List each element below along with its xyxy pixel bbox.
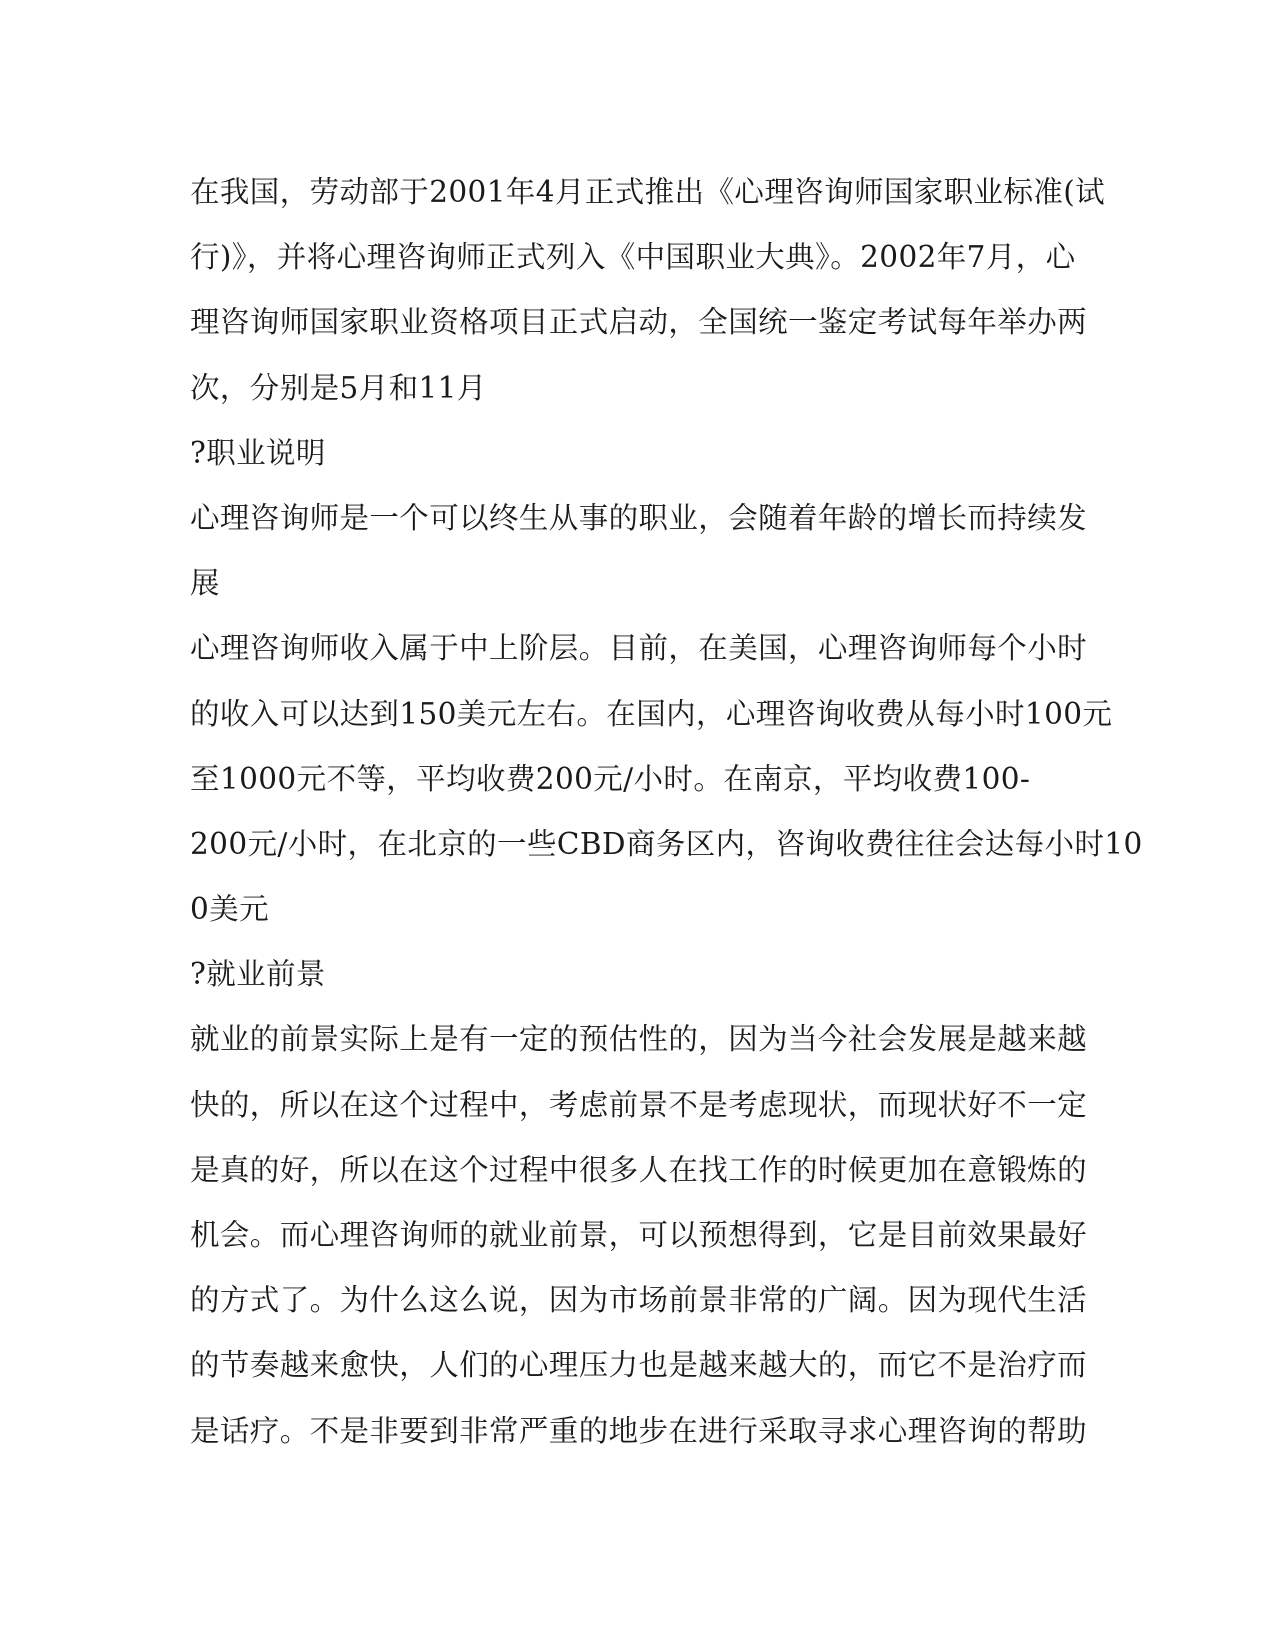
text-line: 的方式了。为什么这么说，因为市场前景非常的广阔。因为现代生活 <box>190 1283 1088 1318</box>
text-line: 机会。而心理咨询师的就业前景，可以预想得到，它是目前效果最好 <box>190 1218 1088 1252</box>
text-line: 是真的好，所以在这个过程中很多人在找工作的时候更加在意锻炼的 <box>190 1152 1088 1187</box>
text-line: 至1000元不等，平均收费200元/小时。在南京，平均收费100- <box>190 761 1031 796</box>
section-heading: ?职业说明 <box>190 435 326 470</box>
text-line: 展 <box>190 566 220 601</box>
section-heading: ?就业前景 <box>190 957 326 992</box>
text-line: 心理咨询师是一个可以终生从事的职业，会随着年龄的增长而持续发 <box>190 500 1088 535</box>
text-line: 的节奏越来愈快，人们的心理压力也是越来越大的，而它不是治疗而 <box>190 1348 1088 1383</box>
text-line: 是话疗。不是非要到非常严重的地步在进行采取寻求心理咨询的帮助 <box>190 1413 1088 1448</box>
text-line: 行)》，并将心理咨询师正式列入《中国职业大典》。2002年7月，心 <box>190 240 1076 275</box>
text-line: 0美元 <box>190 892 269 927</box>
text-line: 就业的前景实际上是有一定的预估性的，因为当今社会发展是越来越 <box>190 1022 1088 1057</box>
document-body <box>190 160 1143 1464</box>
text-line: 次，分别是5月和11月 <box>190 370 487 405</box>
text-line: 的收入可以达到150美元左右。在国内，心理咨询收费从每小时100元 <box>190 696 1113 731</box>
text-line: 200元/小时，在北京的一些CBD商务区内，咨询收费往往会达每小时10 <box>190 826 1143 861</box>
text-line: 理咨询师国家职业资格项目正式启动，全国统一鉴定考试每年举办两 <box>190 305 1088 340</box>
text-line: 心理咨询师收入属于中上阶层。目前，在美国，心理咨询师每个小时 <box>190 631 1088 666</box>
text-line: 快的，所以在这个过程中，考虑前景不是考虑现状，而现状好不一定 <box>190 1087 1088 1122</box>
text-line: 在我国，劳动部于2001年4月正式推出《心理咨询师国家职业标准(试 <box>190 175 1106 209</box>
